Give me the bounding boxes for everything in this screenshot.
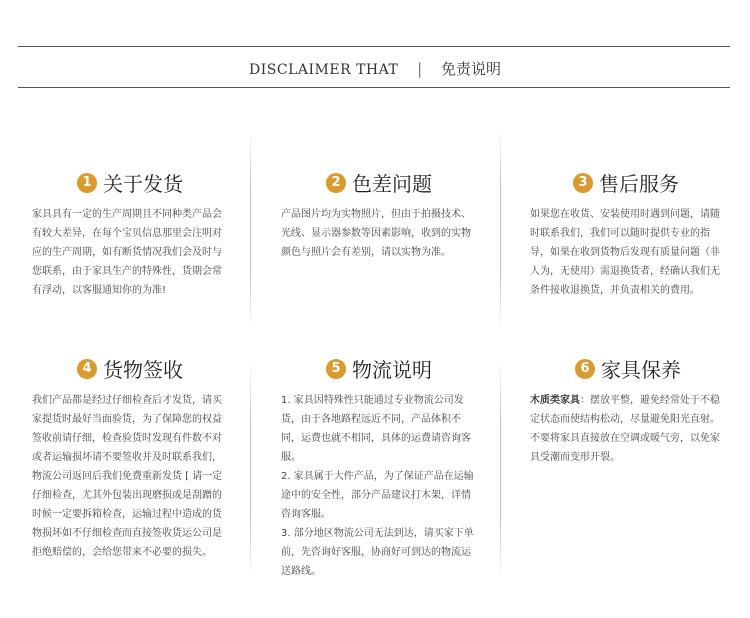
section-title-text: 色差问题 bbox=[352, 172, 432, 196]
header-chinese-title: 免责说明 bbox=[440, 60, 501, 78]
section-title-text: 货物签收 bbox=[103, 358, 183, 382]
section-after-sales bbox=[530, 168, 722, 300]
section-title bbox=[281, 354, 477, 383]
header-separator: | bbox=[417, 60, 423, 78]
section-title bbox=[530, 354, 726, 383]
number-badge: 1 bbox=[77, 173, 97, 193]
section-title bbox=[32, 354, 228, 383]
column-divider bbox=[500, 130, 501, 330]
section-shipping bbox=[32, 168, 228, 300]
section-body: 如果您在收货、安装使用时遇到问题，请随时联系我们，我们可以随时提供专业的指导，如果在收到货物后发现有质量问题（非人为，无使用）需退换货者，经确认我们无条件接收退换货，并负责相关的费用。 bbox=[530, 209, 720, 296]
number-badge: 5 bbox=[326, 359, 346, 379]
column-divider bbox=[250, 360, 251, 580]
section-maintenance bbox=[530, 354, 726, 467]
logistics-paragraph: 3. 部分地区物流公司无法到达，请买家下单前，先咨询好客服，协商好可到达的物流运送路线。 bbox=[281, 528, 474, 577]
section-title-text: 售后服务 bbox=[599, 172, 679, 196]
maintenance-text: ：摆放平整，避免经常处于不稳定状态而使结构松动，尽量避免阳光直射。不要将家具直接放在空调或暖气旁，以免家具受潮而变形开裂。 bbox=[530, 395, 720, 463]
header-english-title: DISCLAIMER THAT bbox=[249, 62, 399, 78]
logistics-paragraph: 1. 家具因特殊性只能通过专业物流公司发货，由于各地路程远近不同，产品体积不同，运费也就不相同，具体的运费请咨询客服。 bbox=[281, 395, 471, 463]
header-bottom-rule bbox=[18, 87, 730, 88]
section-title-text: 物流说明 bbox=[352, 358, 432, 382]
section-title bbox=[530, 168, 722, 197]
number-badge: 2 bbox=[326, 173, 346, 193]
section-color-difference bbox=[281, 168, 477, 262]
number-badge: 3 bbox=[573, 173, 593, 193]
section-title bbox=[281, 168, 477, 197]
section-body: 产品图片均为实物照片，但由于拍摄技术、光线、显示器参数等因素影响，收到的实物颜色与照片会有差别，请以实物为准。 bbox=[281, 209, 471, 258]
section-title bbox=[32, 168, 228, 197]
section-logistics bbox=[281, 354, 477, 581]
section-body bbox=[281, 391, 477, 581]
column-divider bbox=[250, 130, 251, 330]
section-receipt bbox=[32, 354, 228, 562]
number-badge: 6 bbox=[575, 359, 595, 379]
section-title-text: 关于发货 bbox=[103, 172, 183, 196]
number-badge: 4 bbox=[77, 359, 97, 379]
header-top-rule bbox=[18, 46, 730, 47]
page-header bbox=[0, 58, 750, 79]
section-body: 我们产品都是经过仔细检查后才发货，请买家提货时最好当面验货，为了保障您的权益签收前请仔细，检查验货时发现有件数不对或者运输损坏请不要签收并及时联系我们，物流公司返回后我们免费重新发货 [ 请一定仔细检查，尤其外包装出现磨损或是刮蹭的时候一定要拆箱检查，运输过程中造成的货物损坏如不仔细检查而直接签收货运公司是拒绝赔偿的，会给您带来不必要的损失。 bbox=[32, 395, 223, 558]
column-divider bbox=[500, 360, 501, 580]
logistics-paragraph: 2. 家具属于大件产品，为了保证产品在运输途中的安全性，部分产品建议打木架，详情咨询客服。 bbox=[281, 471, 474, 520]
section-body: 家具具有一定的生产周期且不同种类产品会有较大差异，在每个宝贝信息那里会注明对应的生产周期，如有断货情况我们会及时与您联系，由于家具生产的特殊性，货期会常有浮动，以客服通知你的为准! bbox=[32, 209, 222, 296]
section-title-text: 家具保养 bbox=[601, 358, 681, 382]
section-body bbox=[530, 391, 726, 467]
maintenance-lead: 木质类家具 bbox=[530, 395, 580, 406]
